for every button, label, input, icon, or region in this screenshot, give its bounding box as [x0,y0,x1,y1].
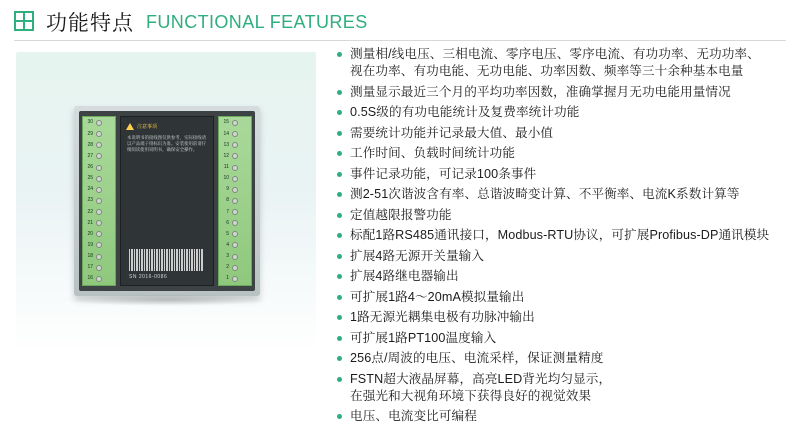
barcode-icon [129,249,203,271]
bullet-icon [337,233,342,238]
terminal-screw-icon [232,153,238,159]
device-panel-note: 本说明书的接线图仅供参考，实际接线请以产品端子排标识为准。安装使用前请仔细阅读使用说明书，确保安全操作。 [127,135,207,153]
terminal-screw-icon [96,120,102,126]
device-shadow [64,294,270,306]
terminal-screw-icon [96,131,102,137]
terminal-screw-icon [96,198,102,204]
terminal-screw-icon [232,142,238,148]
feature-text: 测2-51次谐波含有率、总谐波畸变计算、不平衡率、电流K系数计算等 [350,187,740,201]
terminal-row: 6 [219,219,251,227]
device-display-panel [120,116,214,286]
terminal-row: 2 [219,264,251,272]
terminal-screw-icon [96,265,102,271]
terminal-row: 7 [219,208,251,216]
bullet-icon [337,254,342,259]
list-item [336,268,788,285]
feature-text: 扩展4路继电器输出 [350,269,459,283]
terminal-row: 26 [83,164,115,172]
bullet-icon [337,172,342,177]
bullet-icon [337,90,342,95]
product-image-panel [16,52,316,352]
bullet-icon [337,131,342,136]
feature-text: 256点/周波的电压、电流采样，保证测量精度 [350,351,604,365]
feature-text: 测量显示最近三个月的平均功率因数，准确掌握月无功电能用量情况 [350,84,731,99]
terminal-row: 10 [219,175,251,183]
feature-text: 可扩展1路PT100温度输入 [350,330,497,345]
list-item [336,84,788,101]
bullet-icon [337,274,342,279]
terminal-row: 3 [219,253,251,261]
feature-text: 标配1路RS485通讯接口，Modbus-RTU协议，可扩展Profibus-DP通讯模块 [350,228,770,242]
list-item [336,227,788,244]
bullet-icon [337,213,342,218]
terminal-row: 5 [219,230,251,238]
bullet-icon [337,356,342,361]
terminal-screw-icon [96,209,102,215]
terminal-screw-icon [96,276,102,282]
terminal-screw-icon [96,153,102,159]
bullet-icon [337,377,342,382]
feature-text-line2: 视在功率、有功电能、无功电能、功率因数、频率等三十余种基本电量 [350,64,744,78]
terminal-screw-icon [96,242,102,248]
terminal-row: 15 [219,119,251,127]
terminal-row: 29 [83,130,115,138]
terminal-row: 22 [83,208,115,216]
terminal-screw-icon [232,209,238,215]
list-item [336,46,788,80]
bullet-icon [337,295,342,300]
terminal-screw-icon [232,254,238,260]
bullet-icon [337,151,342,156]
bullet-icon [337,52,342,57]
feature-text: 定值越限报警功能 [350,207,452,222]
terminal-strip-right [218,116,252,286]
warning-text: 注意事项 [137,124,158,130]
terminal-row: 1 [219,275,251,283]
feature-text: 工作时间、负载时间统计功能 [350,146,516,160]
feature-text: 扩展4路无源开关量输入 [350,248,485,263]
feature-text: 事件记录功能，可记录100条事件 [350,166,537,181]
list-item [336,309,788,326]
terminal-screw-icon [232,198,238,204]
header-divider [14,40,786,41]
terminal-screw-icon [96,254,102,260]
list-item [336,186,788,203]
terminal-strip-left [82,116,116,286]
terminal-screw-icon [232,220,238,226]
terminal-row: 23 [83,197,115,205]
terminal-row: 30 [83,119,115,127]
terminal-row: 17 [83,264,115,272]
feature-text: 需要统计功能并记录最大值、最小值 [350,125,554,140]
list-item [336,248,788,265]
terminal-screw-icon [232,242,238,248]
feature-list [336,46,788,429]
device-serial-code: SN 2016-0086 [129,274,168,280]
terminal-row: 13 [219,141,251,149]
list-item [336,166,788,183]
terminal-screw-icon [96,187,102,193]
terminal-screw-icon [232,120,238,126]
terminal-row: 8 [219,197,251,205]
terminal-row: 28 [83,141,115,149]
feature-text: 可扩展1路4～20mA模拟量输出 [350,289,525,304]
terminal-row: 27 [83,152,115,160]
bullet-icon [337,110,342,115]
terminal-screw-icon [96,165,102,171]
terminal-screw-icon [232,231,238,237]
terminal-screw-icon [232,176,238,182]
feature-text-line2: 在强光和大视角环境下获得良好的视觉效果 [350,388,592,403]
feature-text: FSTN超大液晶屏幕，高亮LED背光均匀显示， [350,371,612,386]
feature-text: 1路无源光耦集电极有功脉冲输出 [350,310,535,324]
terminal-row: 25 [83,175,115,183]
feature-text: 测量相/线电压、三相电流、零序电压、零序电流、有功功率、无功功率、 [350,47,760,61]
list-item [336,350,788,367]
list-item [336,371,788,405]
terminal-row: 16 [83,275,115,283]
terminal-screw-icon [232,165,238,171]
terminal-row: 24 [83,186,115,194]
grid-window-icon [14,11,36,33]
terminal-row: 11 [219,164,251,172]
list-item [336,289,788,306]
terminal-row: 9 [219,186,251,194]
page-title-en: FUNCTIONAL FEATURES [146,11,368,32]
bullet-icon [337,315,342,320]
page-title-cn: 功能特点 [46,12,134,35]
warning-triangle-icon [126,123,134,130]
terminal-screw-icon [96,142,102,148]
bullet-icon [337,336,342,341]
bullet-icon [337,192,342,197]
terminal-screw-icon [232,187,238,193]
list-item [336,207,788,224]
feature-text: 电压、电流变比可编程 [350,409,477,423]
warning-label [126,123,157,130]
terminal-screw-icon [232,276,238,282]
list-item [336,125,788,142]
terminal-screw-icon [96,176,102,182]
terminal-row: 18 [83,253,115,261]
terminal-row: 12 [219,152,251,160]
terminal-row: 20 [83,230,115,238]
list-item [336,330,788,347]
terminal-screw-icon [96,220,102,226]
feature-text: 0.5S级的有功电能统计及复费率统计功能 [350,105,580,119]
product-device-illustration [74,106,260,296]
terminal-screw-icon [232,131,238,137]
terminal-screw-icon [232,265,238,271]
terminal-row: 19 [83,242,115,250]
terminal-screw-icon [96,231,102,237]
section-header [0,0,800,44]
terminal-row: 14 [219,130,251,138]
terminal-row: 4 [219,242,251,250]
terminal-row: 21 [83,219,115,227]
list-item [336,145,788,162]
list-item [336,104,788,121]
